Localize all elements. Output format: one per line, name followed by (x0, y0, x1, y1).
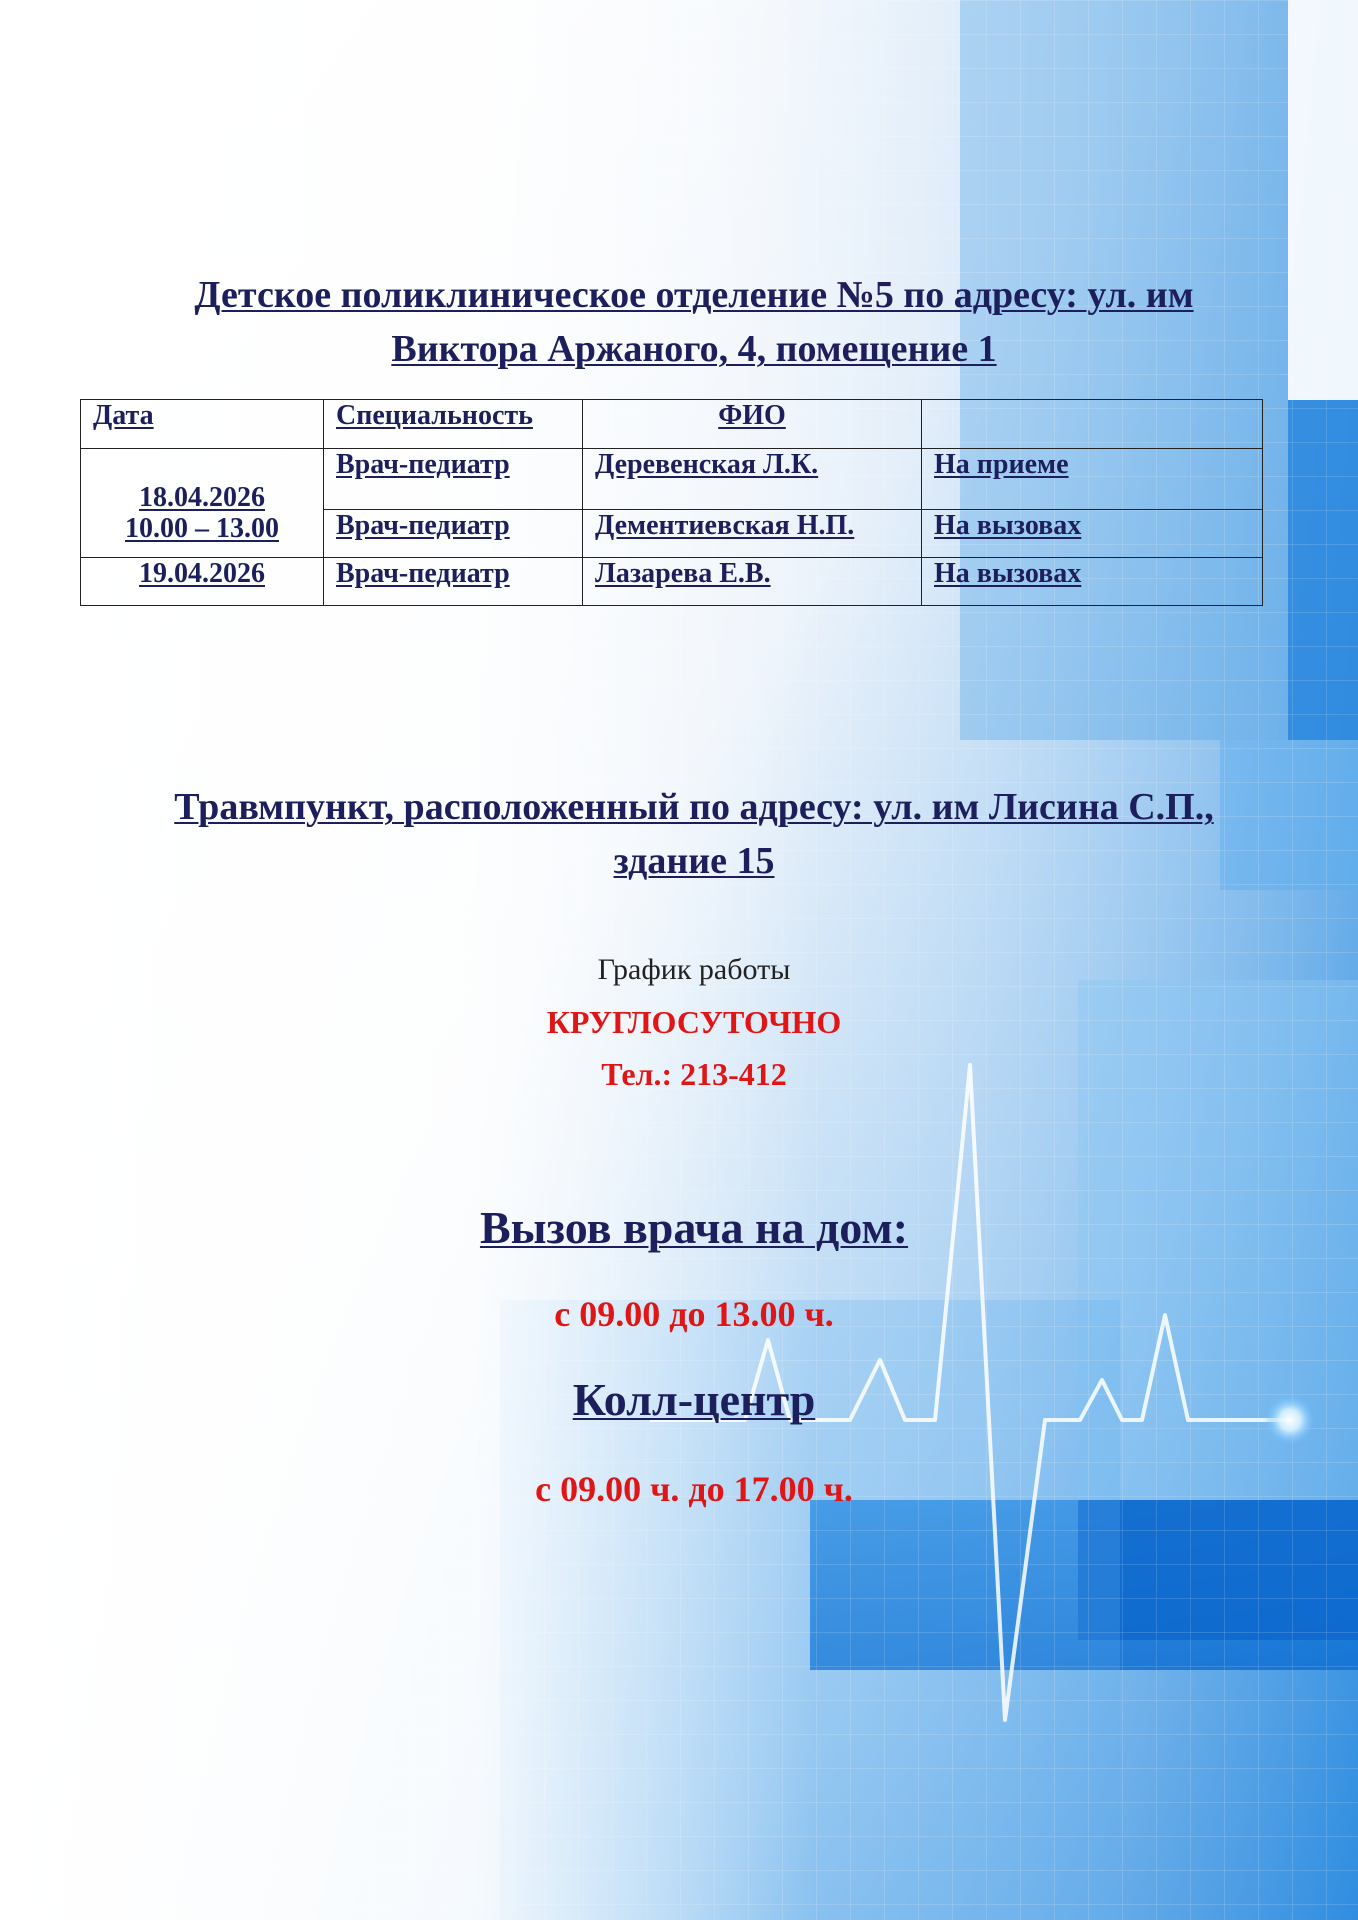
trauma-title (0, 780, 1358, 888)
doctor-name-cell: Дементиевская Н.П. (583, 510, 922, 558)
specialty-cell: Врач-педиатр (324, 558, 583, 606)
date-cell: 19.04.2026 (81, 558, 324, 606)
header-date: Дата (81, 400, 324, 449)
schedule-label: График работы (597, 953, 791, 986)
specialty-cell: Врач-педиатр (324, 510, 583, 558)
trauma-title-line1: Травмпункт, расположенный по адресу: ул. им Лисина С.П., (174, 786, 1214, 828)
header-name: ФИО (583, 400, 922, 449)
table-row (81, 558, 1263, 606)
header-status (922, 400, 1263, 449)
home-visit-title: Вызов врача на дом: (479, 1202, 909, 1253)
polyclinic-title (0, 268, 1358, 376)
status-cell: На вызовах (922, 558, 1263, 606)
date-cell (81, 449, 324, 558)
status-cell: На вызовах (922, 510, 1263, 558)
schedule-value: КРУГЛОСУТОЧНО (546, 1004, 842, 1040)
trauma-phone: Тел.: 213-412 (601, 1056, 787, 1092)
status-cell: На приеме (922, 449, 1263, 510)
table-header-row (81, 400, 1263, 449)
table-row (81, 449, 1263, 510)
schedule-table (80, 399, 1263, 606)
polyclinic-title-line1: Детское поликлиническое отделение №5 по адресу: ул. им (194, 274, 1194, 316)
time-1: 10.00 – 13.00 (125, 513, 279, 544)
call-center-hours: с 09.00 ч. до 17.00 ч. (535, 1469, 853, 1509)
call-center-title: Колл-центр (572, 1374, 816, 1425)
trauma-title-line2: здание 15 (613, 840, 775, 882)
polyclinic-title-line2: Виктора Аржаного, 4, помещение 1 (391, 328, 997, 370)
date-1: 18.04.2026 (139, 482, 265, 513)
doctor-name-cell: Деревенская Л.К. (583, 449, 922, 510)
specialty-cell: Врач-педиатр (324, 449, 583, 510)
header-specialty: Специальность (324, 400, 583, 449)
home-visit-hours: с 09.00 до 13.00 ч. (554, 1294, 834, 1334)
doctor-name-cell: Лазарева Е.В. (583, 558, 922, 606)
